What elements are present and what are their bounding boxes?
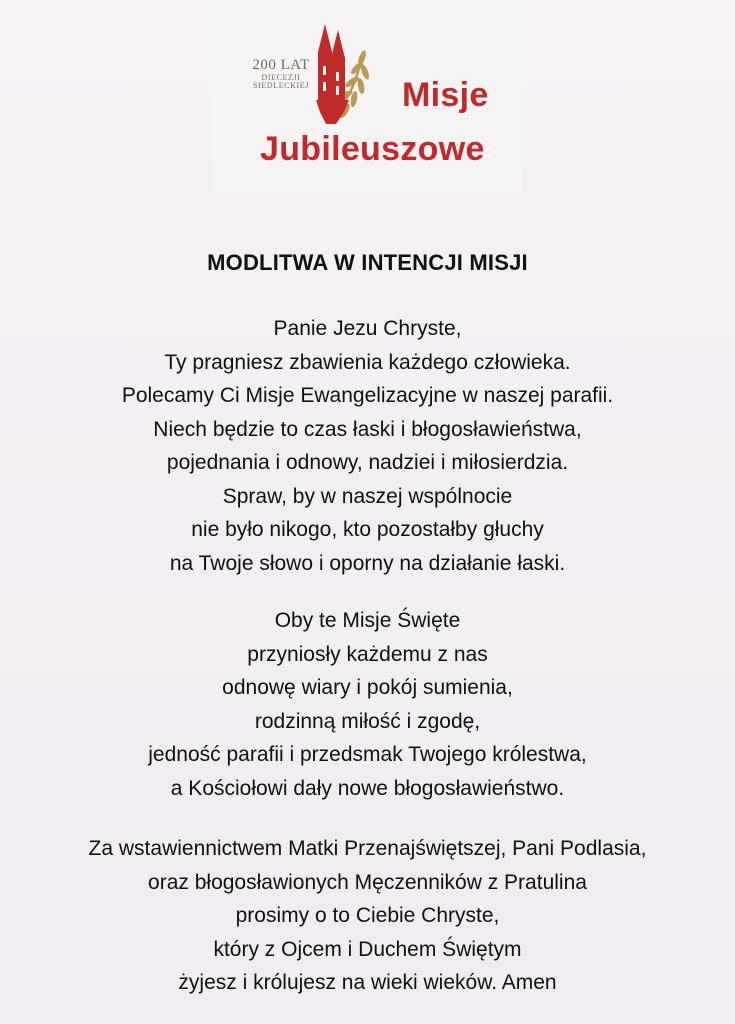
stanza-line: Oby te Misje Święte xyxy=(274,609,461,632)
logo-line2: SIEDLECKIEJ xyxy=(253,81,309,91)
jubilee-logo xyxy=(212,0,522,190)
logo-line1: DIECEZJI xyxy=(261,72,301,82)
logo-years: 200 LAT xyxy=(252,57,310,73)
stanza-line: żyjesz i królujesz na wieki wieków. Amen xyxy=(178,971,557,994)
stanza-line: oraz błogosławionych Męczenników z Pratulina xyxy=(148,870,587,894)
prayer-title: MODLITWA W INTENCJI MISJI xyxy=(207,250,528,275)
stanza-line: przyniosły każdemu z nas xyxy=(247,642,488,666)
jubilee-years-text xyxy=(242,58,320,91)
stanza-1 xyxy=(0,312,735,580)
stanza-line: Niech będzie to czas łaski i błogosławieństwa, xyxy=(153,417,582,441)
stanza-line: Za wstawiennictwem Matki Przenajświętszej, Pani Podlasia, xyxy=(88,837,647,860)
stanza-line: Spraw, by w naszej wspólnocie xyxy=(222,484,513,508)
stanza-line: Polecamy Ci Misje Ewangelizacyjne w naszej parafii. xyxy=(121,384,614,407)
stanza-line: na Twoje słowo i oporny na działanie łaski. xyxy=(169,551,566,575)
stanza-line: odnowę wiary i pokój sumienia, xyxy=(222,676,513,699)
stanza-line: jedność parafii i przedsmak Twojego królestwa, xyxy=(148,743,587,766)
stanza-line: a Kościołowi dały nowe błogosławieństwo. xyxy=(170,776,565,800)
stanza-line: rodzinną miłość i zgodę, xyxy=(254,709,481,733)
stanza-3 xyxy=(0,832,735,1000)
stanza-2 xyxy=(0,604,735,805)
stanza-line: Panie Jezu Chryste, xyxy=(273,317,462,340)
stanza-line: nie było nikogo, kto pozostałby głuchy xyxy=(191,518,544,541)
stanza-line: pojednania i odnowy, nadziei i miłosierdzia. xyxy=(166,451,569,474)
brand-line1: Misje xyxy=(402,76,489,114)
stanza-line: Ty pragniesz zbawienia każdego człowieka. xyxy=(164,350,571,374)
brand-line2: Jubileuszowe xyxy=(260,130,485,168)
stanza-line: prosimy o to Ciebie Chryste, xyxy=(235,904,500,927)
stanza-line: który z Ojcem i Duchem Świętym xyxy=(213,937,522,961)
